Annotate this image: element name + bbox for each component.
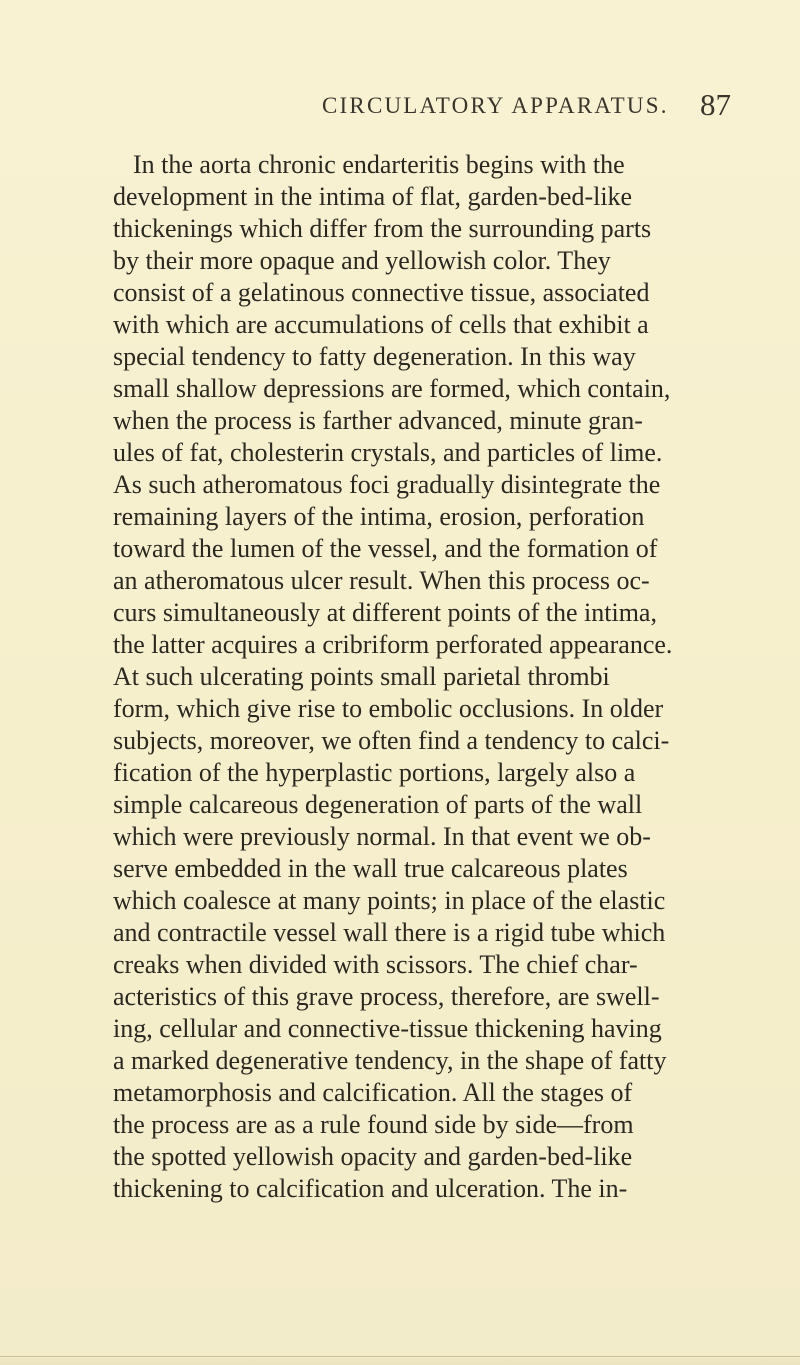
- text-line-29-content: a marked degenerative tendency, in the shape of fatty: [113, 1046, 667, 1075]
- text-line-21-content: simple calcareous degeneration of parts of the wall: [113, 790, 643, 819]
- text-line-8-content: small shallow depressions are formed, which contain,: [113, 374, 671, 403]
- page-number: 87: [700, 87, 731, 122]
- body-text: [0, 146, 800, 1226]
- text-line-14-content: an atheromatous ulcer result. When this process oc-: [113, 566, 650, 595]
- text-line-26-content: creaks when divided with scissors. The chief char-: [113, 950, 638, 979]
- text-line-5-content: consist of a gelatinous connective tissue, associated: [113, 278, 650, 307]
- text-line-22-content: which were previously normal. In that event we ob-: [113, 822, 651, 851]
- text-line-33: [0, 1170, 800, 1207]
- text-line-30-content: metamorphosis and calcification. All the stages of: [113, 1078, 633, 1107]
- text-line-4-content: by their more opaque and yellowish color. They: [113, 246, 611, 275]
- page-bottom-shadow: [0, 1353, 800, 1365]
- text-line-6-content: with which are accumulations of cells that exhibit a: [113, 310, 649, 339]
- text-line-23-content: serve embedded in the wall true calcareous plates: [113, 854, 628, 883]
- text-line-10-content: ules of fat, cholesterin crystals, and particles of lime.: [113, 438, 663, 467]
- text-line-3-content: thickenings which differ from the surrounding parts: [113, 214, 652, 243]
- text-line-11-content: As such atheromatous foci gradually disintegrate the: [113, 470, 661, 499]
- text-line-17-content: At such ulcerating points small parietal thrombi: [113, 662, 610, 691]
- text-line-19-content: subjects, moreover, we often find a tendency to calci-: [113, 726, 670, 755]
- text-line-24-content: which coalesce at many points; in place of the elastic: [113, 886, 666, 915]
- text-line-12-content: remaining layers of the intima, erosion, perforation: [113, 502, 645, 531]
- text-line-27-content: acteristics of this grave process, therefore, are swell-: [113, 982, 660, 1011]
- text-line-1-content: In the aorta chronic endarteritis begins with the: [133, 150, 625, 179]
- running-head: [0, 87, 800, 128]
- text-line-18-content: form, which give rise to embolic occlusions. In older: [113, 694, 664, 723]
- running-title: CIRCULATORY APPARATUS.: [322, 93, 669, 118]
- text-line-7-content: special tendency to fatty degeneration. In this way: [113, 342, 636, 371]
- text-line-20-content: fication of the hyperplastic portions, largely also a: [113, 758, 636, 787]
- text-line-33-content: thickening to calcification and ulceration. The in-: [113, 1174, 628, 1203]
- text-line-25-content: and contractile vessel wall there is a rigid tube which: [113, 918, 666, 947]
- text-line-9-content: when the process is farther advanced, minute gran-: [113, 406, 643, 435]
- text-line-15-content: curs simultaneously at different points of the intima,: [113, 598, 657, 627]
- text-line-13-content: toward the lumen of the vessel, and the formation of: [113, 534, 658, 563]
- text-line-31-content: the process are as a rule found side by side—from: [113, 1110, 634, 1139]
- text-line-32-content: the spotted yellowish opacity and garden-bed-like: [113, 1142, 633, 1171]
- text-line-28-content: ing, cellular and connective-tissue thickening having: [113, 1014, 662, 1043]
- text-line-2-content: development in the intima of flat, garden-bed-like: [113, 182, 633, 211]
- text-line-16-content: the latter acquires a cribriform perforated appearance.: [113, 630, 673, 659]
